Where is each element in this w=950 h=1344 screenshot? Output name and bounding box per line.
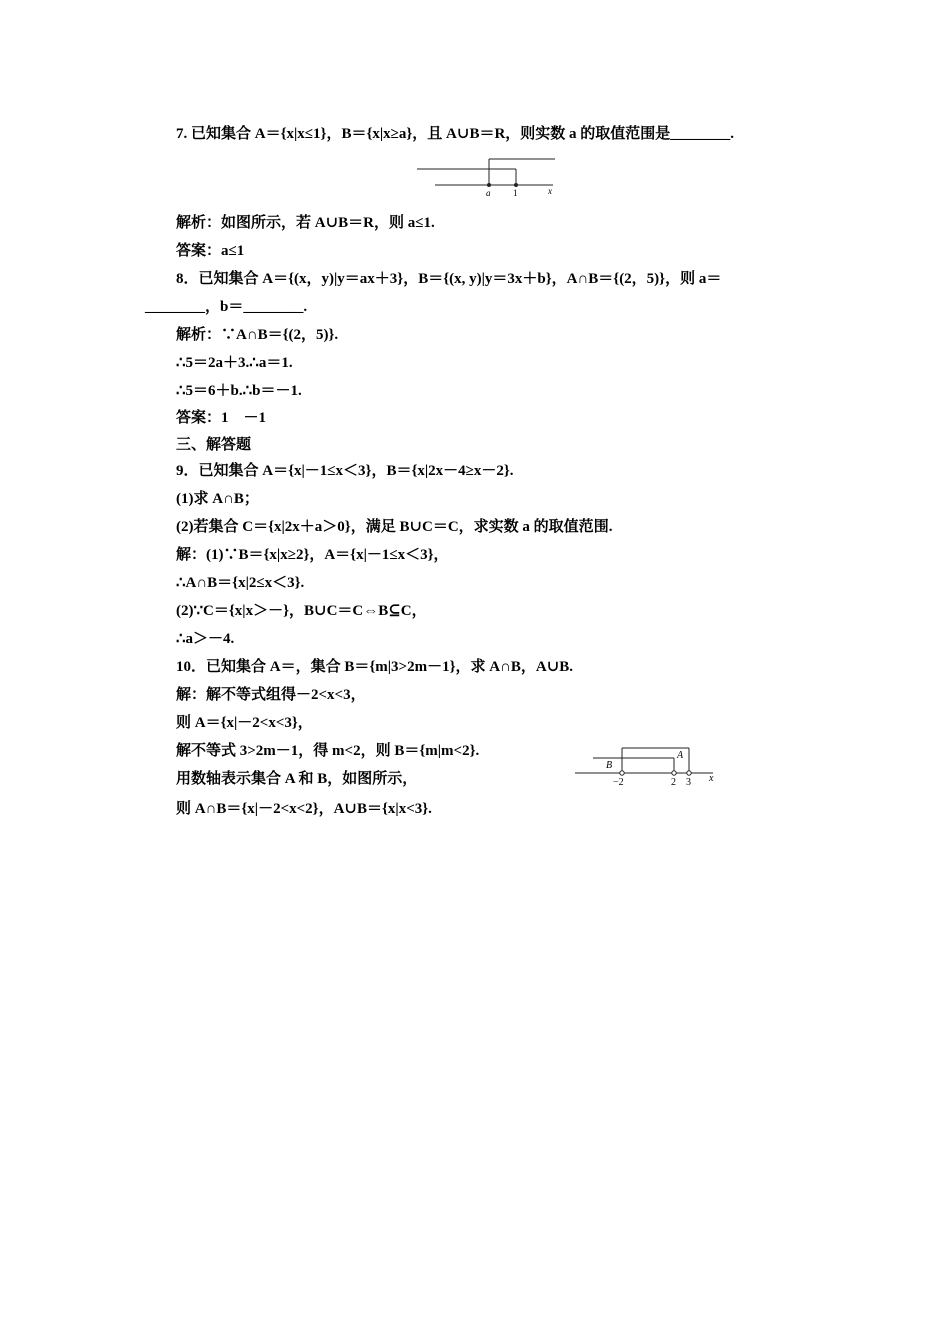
fig1-label-a: a <box>486 188 491 198</box>
number-line-figure-1 <box>415 153 565 206</box>
q8-step-1: ∴5＝2a＋3.∴a＝1. <box>176 355 293 371</box>
q10-text: 10．已知集合 A＝，集合 B＝{m|3>2m－1}，求 A∩B，A∪B. <box>176 659 574 675</box>
q9-part-2: (2)若集合 C＝{x|2x＋a＞0}，满足 B∪C＝C，求实数 a 的取值范围. <box>176 519 613 535</box>
q10-solution-2: 则 A＝{x|－2<x<3}， <box>176 715 313 731</box>
q8-analysis: 解析：∵A∩B＝{(2，5)}. <box>176 327 339 343</box>
q8-blanks: ________，b＝________. <box>145 299 308 315</box>
fig2-label-B: B <box>606 760 613 771</box>
q9-part-1: (1)求 A∩B； <box>176 491 259 507</box>
q9-solution-1: 解：(1)∵B＝{x|x≥2}，A＝{x|－1≤x＜3}， <box>176 547 449 563</box>
fig1-label-1: 1 <box>513 188 518 198</box>
q8-step-2: ∴5＝6＋b.∴b＝－1. <box>176 383 302 399</box>
q9-text: 9．已知集合 A＝{x|－1≤x＜3}，B＝{x|2x－4≥x－2}. <box>176 463 514 479</box>
q9-solution-3: (2)∵C＝{x|x＞－}，B∪C＝C⇔B⊆C， <box>176 603 427 619</box>
q7-text: 7. 已知集合 A＝{x|x≤1}，B＝{x|x≥a}，且 A∪B＝R，则实数 a 的取值范围是________. <box>176 126 735 142</box>
fig2-label-2: 2 <box>671 777 676 788</box>
fig2-label-A: A <box>677 750 684 761</box>
number-line-figure-2 <box>573 744 723 795</box>
q7-answer: 答案：a≤1 <box>176 243 245 259</box>
q10-solution-4: 用数轴表示集合 A 和 B，如图所示， <box>176 771 418 787</box>
q9-solution-4: ∴a＞－4. <box>176 631 235 647</box>
section-heading: 三、解答题 <box>176 437 252 453</box>
q8-answer: 答案：1 －1 <box>176 410 267 426</box>
fig2-label-x: x <box>709 773 714 784</box>
q7-analysis: 解析：如图所示，若 A∪B＝R，则 a≤1. <box>176 215 435 231</box>
q8-text: 8．已知集合 A＝{(x，y)|y＝ax＋3}，B＝{(x, y)|y＝3x＋b}，A∩B＝{(2，5)}，则 a＝ <box>176 271 722 287</box>
q10-solution-5: 则 A∩B＝{x|－2<x<2}，A∪B＝{x|x<3}. <box>176 801 432 817</box>
fig2-label-minus2: −2 <box>613 777 624 788</box>
fig1-label-x: x <box>548 186 552 196</box>
fig2-label-3: 3 <box>686 777 691 788</box>
q9-solution-2: ∴A∩B＝{x|2≤x＜3}. <box>176 575 305 591</box>
q10-solution-3: 解不等式 3>2m－1，得 m<2，则 B＝{m|m<2}. <box>176 743 480 759</box>
q10-solution-1: 解：解不等式组得－2<x<3， <box>176 687 366 703</box>
